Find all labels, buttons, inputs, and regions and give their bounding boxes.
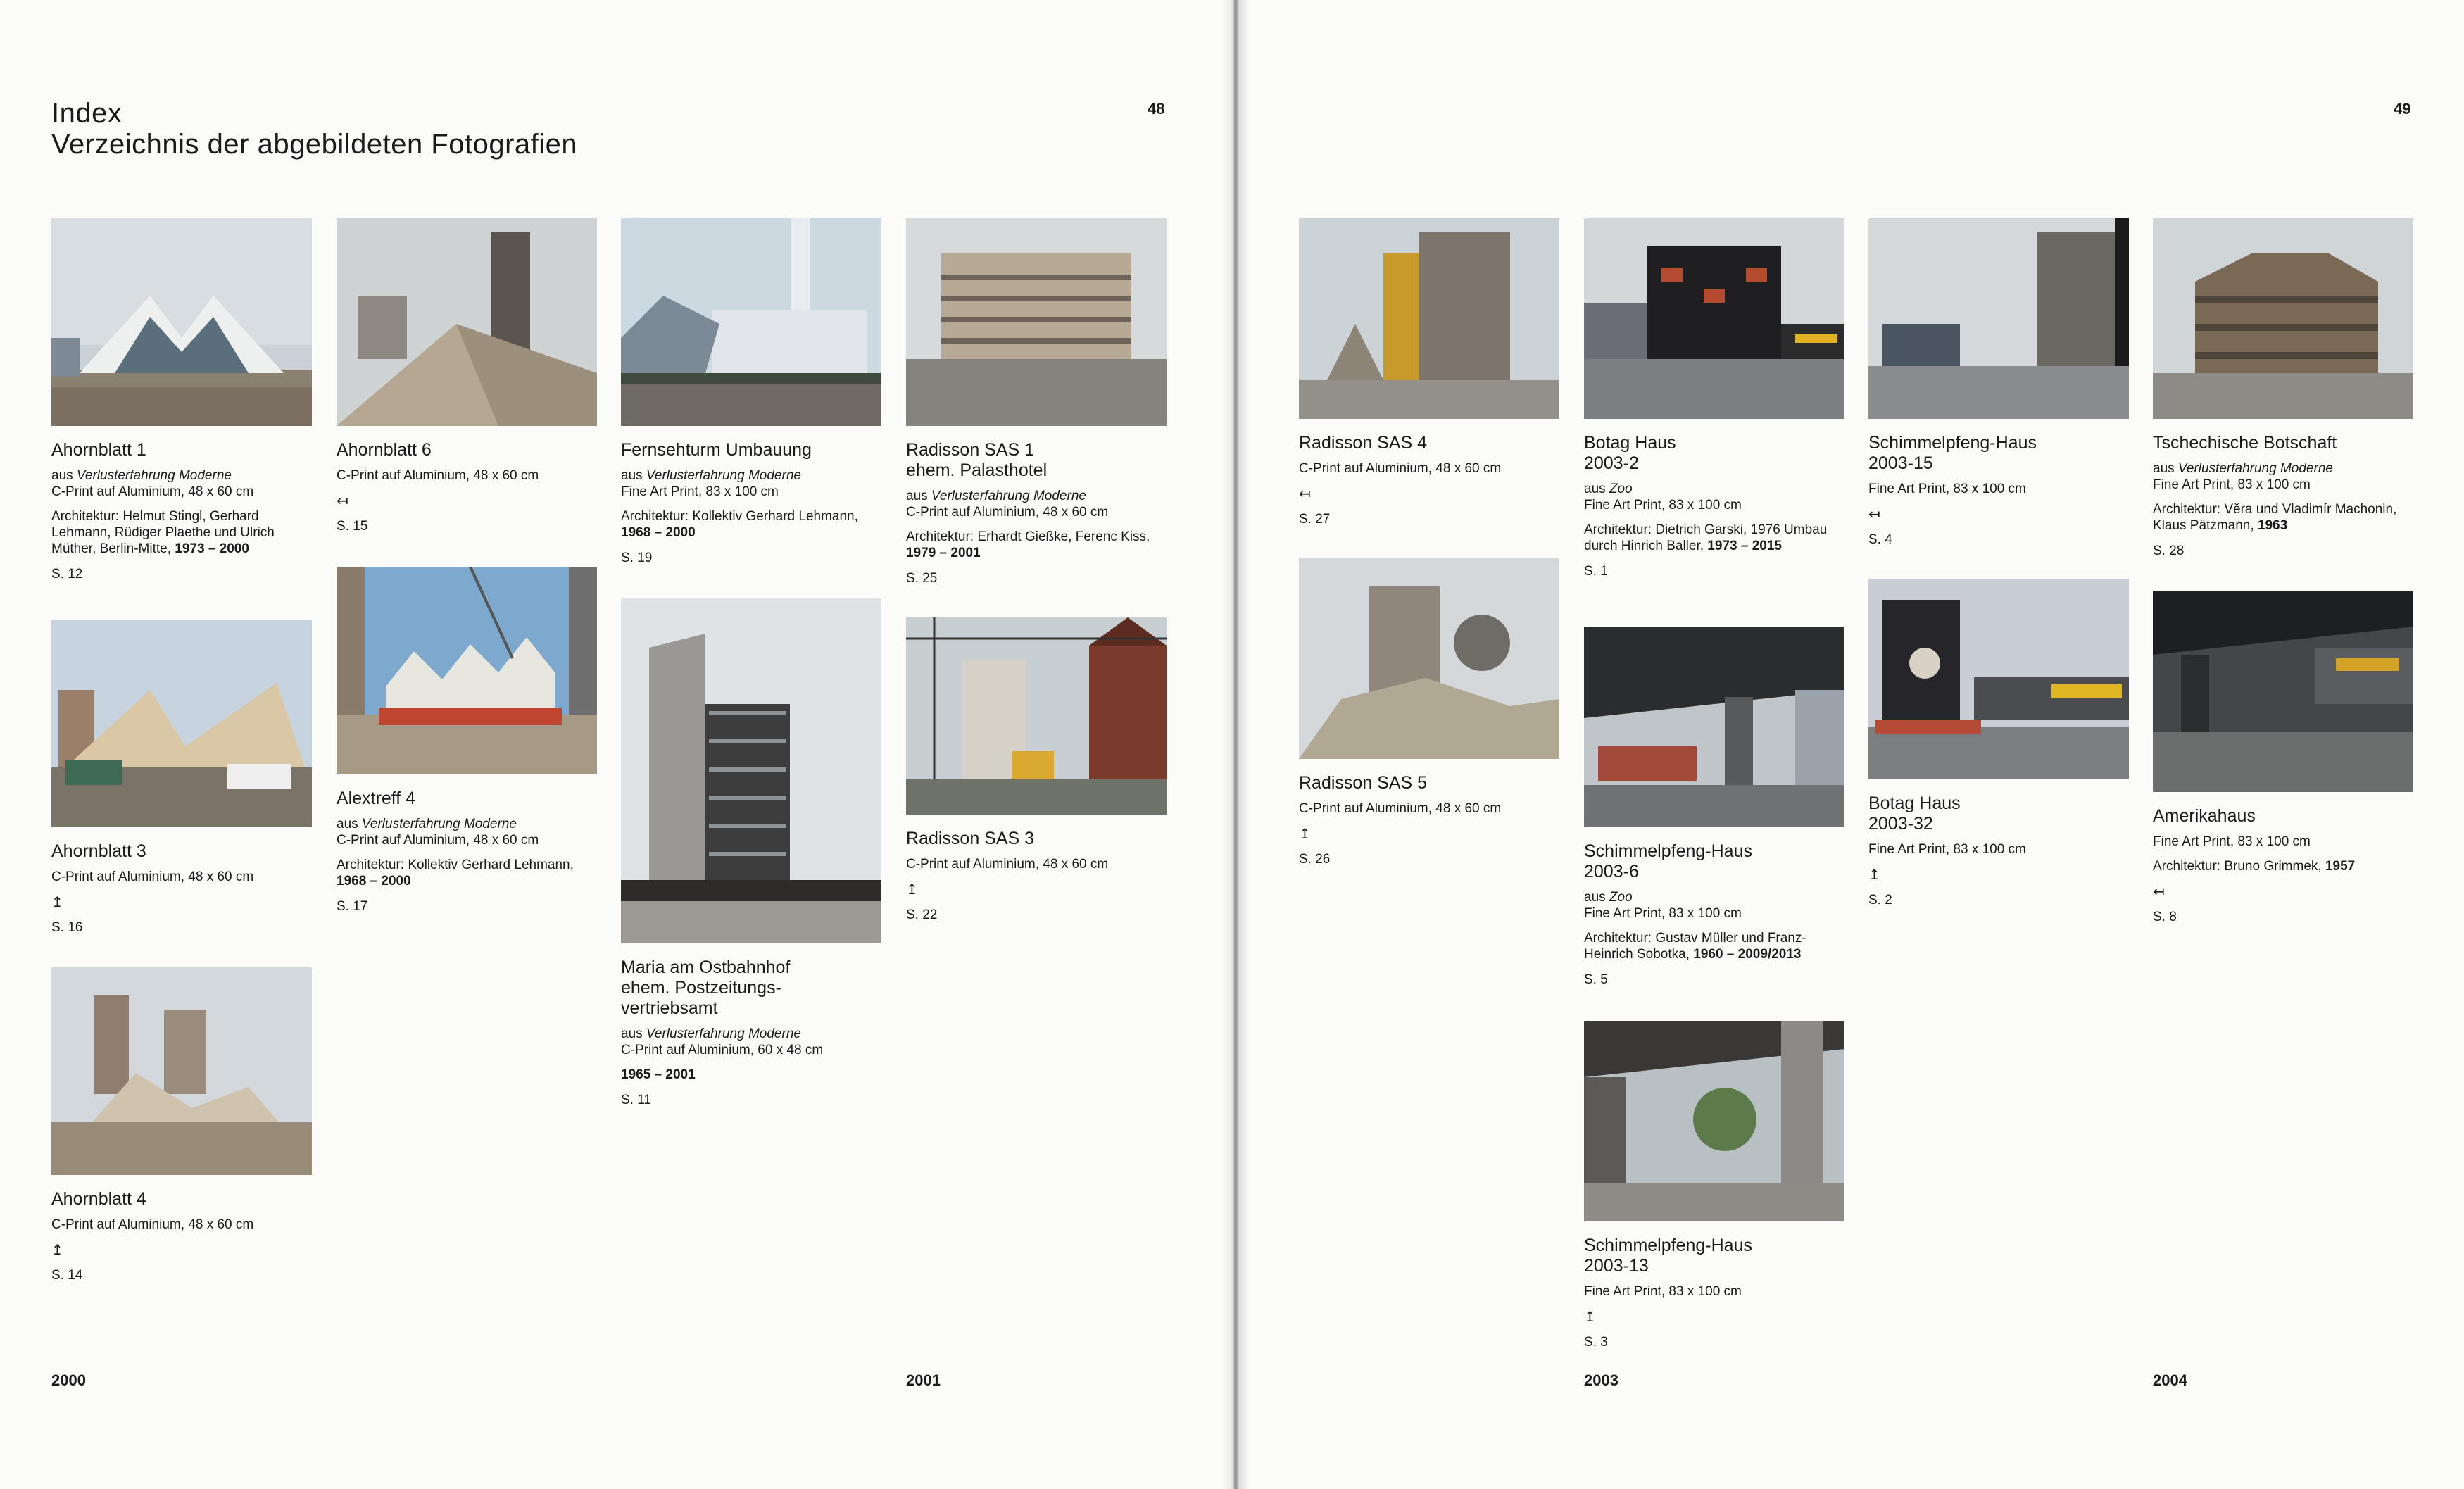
entry-title — [1584, 841, 1844, 882]
entry-meta — [621, 1026, 881, 1058]
entry-title — [2153, 433, 2413, 453]
architect-years: 1965 – 2001 — [621, 1067, 696, 1082]
entry-meta — [1584, 889, 1844, 922]
entry-title-line: 2003-6 — [1584, 862, 1639, 881]
photo-botag-haus-2003-32 — [1868, 579, 2129, 779]
page-ref: S. 3 — [1584, 1335, 1608, 1350]
entry-meta — [51, 467, 312, 500]
orientation-symbol: ↥ — [51, 895, 63, 910]
entry-title-line: Ahornblatt 1 — [51, 440, 146, 460]
entry-meta — [337, 816, 597, 848]
photo-ahornblatt-6 — [337, 218, 597, 426]
entry-title-line: Botag Haus — [1584, 433, 1676, 453]
material: C-Print auf Aluminium, 48 x 60 cm — [906, 505, 1109, 520]
architect-years: 1979 – 2001 — [906, 546, 981, 560]
material: C-Print auf Aluminium, 48 x 60 cm — [51, 1217, 254, 1232]
photo-ahornblatt-4 — [51, 967, 312, 1175]
series-prefix: aus — [2153, 461, 2178, 476]
photo-radisson-5 — [1299, 558, 1559, 759]
entry-title-line: ehem. Postzeitungs- — [621, 978, 781, 998]
page-ref: S. 1 — [1584, 564, 1608, 579]
page-ref: S. 22 — [906, 907, 938, 922]
entry-title-line: Radisson SAS 5 — [1299, 773, 1428, 793]
entry-title — [51, 1189, 312, 1210]
photo-schimmelpfeng-2003-6 — [1584, 627, 1844, 827]
photo-radisson-1 — [906, 218, 1167, 426]
architect-text: Architektur: Erhardt Gießke, Ferenc Kiss, — [906, 529, 1150, 544]
entry-meta — [906, 488, 1167, 520]
page-ref: S. 2 — [1868, 893, 1892, 907]
index-entry — [1868, 579, 2129, 908]
page-ref: S. 14 — [51, 1268, 83, 1283]
series-name: Verlusterfahrung Moderne — [361, 817, 517, 831]
photo-botag-haus-2003-2 — [1584, 218, 1844, 419]
index-entry — [1584, 627, 1844, 988]
page-ref: S. 8 — [2153, 910, 2177, 924]
entry-title-line: Alextreff 4 — [337, 789, 416, 808]
entry-title-line: vertriebsamt — [621, 998, 718, 1018]
material: Fine Art Print, 83 x 100 cm — [621, 484, 779, 499]
entry-title — [1584, 433, 1844, 474]
entry-title-line: Fernsehturm Umbauung — [621, 440, 812, 460]
photo-maria-am-ostbahnhof — [621, 598, 881, 943]
architect-text: Architektur: Dietrich Garski, 1976 Umbau durch Hinrich Baller, — [1584, 522, 1828, 553]
photo-schimmelpfeng-2003-13 — [1584, 1021, 1844, 1221]
entry-title-line: 2003-13 — [1584, 1256, 1649, 1276]
entry-title-line: Schimmelpfeng-Haus — [1584, 1236, 1752, 1255]
index-entry — [2153, 591, 2413, 925]
photo-radisson-4 — [1299, 218, 1559, 419]
entry-title — [337, 789, 597, 809]
entry-title — [337, 440, 597, 460]
entry-title-line: Radisson SAS 3 — [906, 829, 1035, 848]
orientation-symbol: ↥ — [1299, 827, 1311, 842]
entry-architect — [621, 1067, 881, 1083]
index-entry — [621, 218, 881, 566]
year-label-2000: 2000 — [51, 1371, 86, 1389]
series-name: Zoo — [1609, 482, 1633, 496]
year-label-2003: 2003 — [1584, 1371, 1618, 1389]
entry-title-line: Tschechische Botschaft — [2153, 433, 2337, 453]
page-ref: S. 17 — [337, 899, 368, 914]
index-title: Index — [51, 98, 122, 129]
material: C-Print auf Aluminium, 48 x 60 cm — [337, 833, 539, 848]
entry-architect — [906, 529, 1167, 561]
orientation-symbol: ↥ — [1868, 867, 1880, 883]
material: Fine Art Print, 83 x 100 cm — [1868, 842, 2026, 857]
entry-title-line: Radisson SAS 4 — [1299, 433, 1428, 453]
material: Fine Art Print, 83 x 100 cm — [2153, 477, 2311, 492]
series-prefix: aus — [621, 468, 646, 483]
orientation-symbol: ↤ — [337, 494, 348, 509]
entry-architect — [2153, 858, 2413, 874]
architect-text: Architektur: Helmut Stingl, Gerhard Lehmann, Rüdiger Plaethe und Ulrich Müther, Berlin-Mitte, — [51, 509, 275, 556]
index-entry — [51, 218, 312, 582]
material: Fine Art Print, 83 x 100 cm — [1584, 1284, 1742, 1299]
entry-title-line: 2003-32 — [1868, 814, 1933, 834]
orientation-symbol: ↥ — [1584, 1309, 1596, 1325]
entry-title-line: Ahornblatt 6 — [337, 440, 432, 460]
architect-years: 1968 – 2000 — [621, 525, 696, 540]
material: C-Print auf Aluminium, 48 x 60 cm — [337, 468, 539, 483]
series-name: Verlusterfahrung Moderne — [646, 1026, 801, 1041]
material: C-Print auf Aluminium, 48 x 60 cm — [906, 857, 1109, 872]
year-label-2004: 2004 — [2153, 1371, 2187, 1389]
page-number-left: 48 — [1148, 100, 1165, 118]
orientation-symbol: ↥ — [906, 882, 918, 898]
page-ref: S. 12 — [51, 567, 83, 582]
entry-title — [1299, 773, 1559, 793]
entry-title — [2153, 806, 2413, 827]
series-prefix: aus — [1584, 890, 1609, 905]
material: C-Print auf Aluminium, 48 x 60 cm — [51, 484, 254, 499]
orientation-symbol: ↤ — [1868, 507, 1880, 522]
entry-meta — [1584, 481, 1844, 513]
material: Fine Art Print, 83 x 100 cm — [1868, 482, 2026, 496]
entry-title — [1584, 1236, 1844, 1276]
entry-title — [906, 829, 1167, 849]
architect-text: Architektur: Bruno Grimmek, — [2153, 859, 2325, 874]
entry-title-line: 2003-15 — [1868, 453, 1933, 473]
page-number-right: 49 — [2394, 100, 2411, 118]
entry-title-line: 2003-2 — [1584, 453, 1639, 473]
page-ref: S. 11 — [621, 1093, 651, 1107]
entry-architect — [337, 857, 597, 889]
photo-alextreff-4 — [337, 567, 597, 774]
series-name: Verlusterfahrung Moderne — [2177, 461, 2333, 476]
photo-tschechische-botschaft — [2153, 218, 2413, 419]
entry-title-line: Botag Haus — [1868, 793, 1961, 813]
index-entry — [906, 617, 1167, 923]
index-entry — [1868, 218, 2129, 548]
photo-amerikahaus — [2153, 591, 2413, 792]
entry-architect — [1584, 522, 1844, 554]
architect-years: 1973 – 2015 — [1707, 539, 1782, 553]
index-entry — [906, 218, 1167, 586]
architect-text: Architektur: Kollektiv Gerhard Lehmann, — [337, 857, 574, 872]
architect-text: Architektur: Kollektiv Gerhard Lehmann, — [621, 509, 858, 524]
photo-fernsehturm — [621, 218, 881, 426]
entry-title — [51, 841, 312, 862]
series-name: Zoo — [1609, 890, 1633, 905]
page-ref: S. 5 — [1584, 972, 1608, 987]
index-entry — [51, 620, 312, 936]
architect-years: 1963 — [2257, 518, 2288, 533]
entry-title-line: Ahornblatt 3 — [51, 841, 146, 861]
photo-radisson-3 — [906, 617, 1167, 815]
book-spine — [1221, 0, 1250, 1489]
series-name: Verlusterfahrung Moderne — [646, 468, 801, 483]
entry-title-line: Ahornblatt 4 — [51, 1189, 146, 1209]
series-prefix: aus — [906, 489, 931, 503]
material: Fine Art Print, 83 x 100 cm — [1584, 906, 1742, 921]
entry-title-line: ehem. Palasthotel — [906, 460, 1048, 480]
page-ref: S. 16 — [51, 920, 83, 935]
series-prefix: aus — [337, 817, 362, 831]
photo-ahornblatt-1 — [51, 218, 312, 426]
index-entry — [1299, 558, 1559, 867]
entry-architect — [51, 508, 312, 557]
index-entry — [337, 567, 597, 915]
architect-years: 1968 – 2000 — [337, 874, 411, 888]
page-ref: S. 19 — [621, 551, 653, 565]
series-name: Verlusterfahrung Moderne — [931, 489, 1086, 503]
entry-architect — [621, 508, 881, 541]
entry-title-line: Schimmelpfeng-Haus — [1584, 841, 1752, 861]
page-ref: S. 27 — [1299, 512, 1331, 527]
entry-meta — [621, 467, 881, 500]
entry-architect — [1584, 930, 1844, 962]
entry-title — [621, 957, 881, 1019]
entry-title-line: Maria am Ostbahnhof — [621, 957, 791, 977]
index-entry — [51, 967, 312, 1283]
photo-schimmelpfeng-2003-15 — [1868, 218, 2129, 419]
entry-title-line: Amerikahaus — [2153, 806, 2256, 826]
architect-years: 1960 – 2009/2013 — [1693, 947, 1802, 962]
material: Fine Art Print, 83 x 100 cm — [1584, 498, 1742, 513]
photo-ahornblatt-3 — [51, 620, 312, 827]
orientation-symbol: ↤ — [2153, 884, 2165, 900]
index-entry — [1299, 218, 1559, 527]
series-prefix: aus — [51, 468, 77, 483]
index-entry — [337, 218, 597, 534]
index-entry — [621, 598, 881, 1108]
orientation-symbol: ↥ — [51, 1243, 63, 1258]
index-entry — [1584, 1021, 1844, 1350]
architect-years: 1973 – 2000 — [175, 541, 249, 556]
year-label-2001: 2001 — [906, 1371, 941, 1389]
index-entry — [2153, 218, 2413, 559]
index-subtitle: Verzeichnis der abgebildeten Fotografien — [51, 129, 578, 160]
material: C-Print auf Aluminium, 60 x 48 cm — [621, 1043, 824, 1057]
entry-architect — [2153, 501, 2413, 534]
page-ref: S. 28 — [2153, 544, 2185, 558]
entry-title — [1868, 433, 2129, 474]
entry-title — [621, 440, 881, 460]
entry-title — [51, 440, 312, 460]
orientation-symbol: ↤ — [1299, 486, 1311, 502]
architect-years: 1957 — [2325, 859, 2356, 874]
page-ref: S. 25 — [906, 571, 938, 586]
index-entry — [1584, 218, 1844, 579]
page-ref: S. 15 — [337, 519, 368, 534]
series-name: Verlusterfahrung Moderne — [76, 468, 232, 483]
entry-title — [906, 440, 1167, 481]
entry-meta — [2153, 460, 2413, 493]
material: Fine Art Print, 83 x 100 cm — [2153, 834, 2311, 849]
entry-title — [1868, 793, 2129, 834]
entry-title — [1299, 433, 1559, 453]
page-ref: S. 4 — [1868, 532, 1892, 547]
architect-text: Architektur: Gustav Müller und Franz-Heinrich Sobotka, — [1584, 931, 1806, 962]
material: C-Print auf Aluminium, 48 x 60 cm — [51, 869, 254, 884]
architect-text: Architektur: Věra und Vladimír Machonin, Klaus Pätzmann, — [2153, 502, 2397, 533]
page-ref: S. 26 — [1299, 852, 1331, 867]
entry-title-line: Schimmelpfeng-Haus — [1868, 433, 2037, 453]
series-prefix: aus — [1584, 482, 1609, 496]
series-prefix: aus — [621, 1026, 646, 1041]
entry-title-line: Radisson SAS 1 — [906, 440, 1035, 460]
material: C-Print auf Aluminium, 48 x 60 cm — [1299, 801, 1502, 816]
material: C-Print auf Aluminium, 48 x 60 cm — [1299, 461, 1502, 476]
